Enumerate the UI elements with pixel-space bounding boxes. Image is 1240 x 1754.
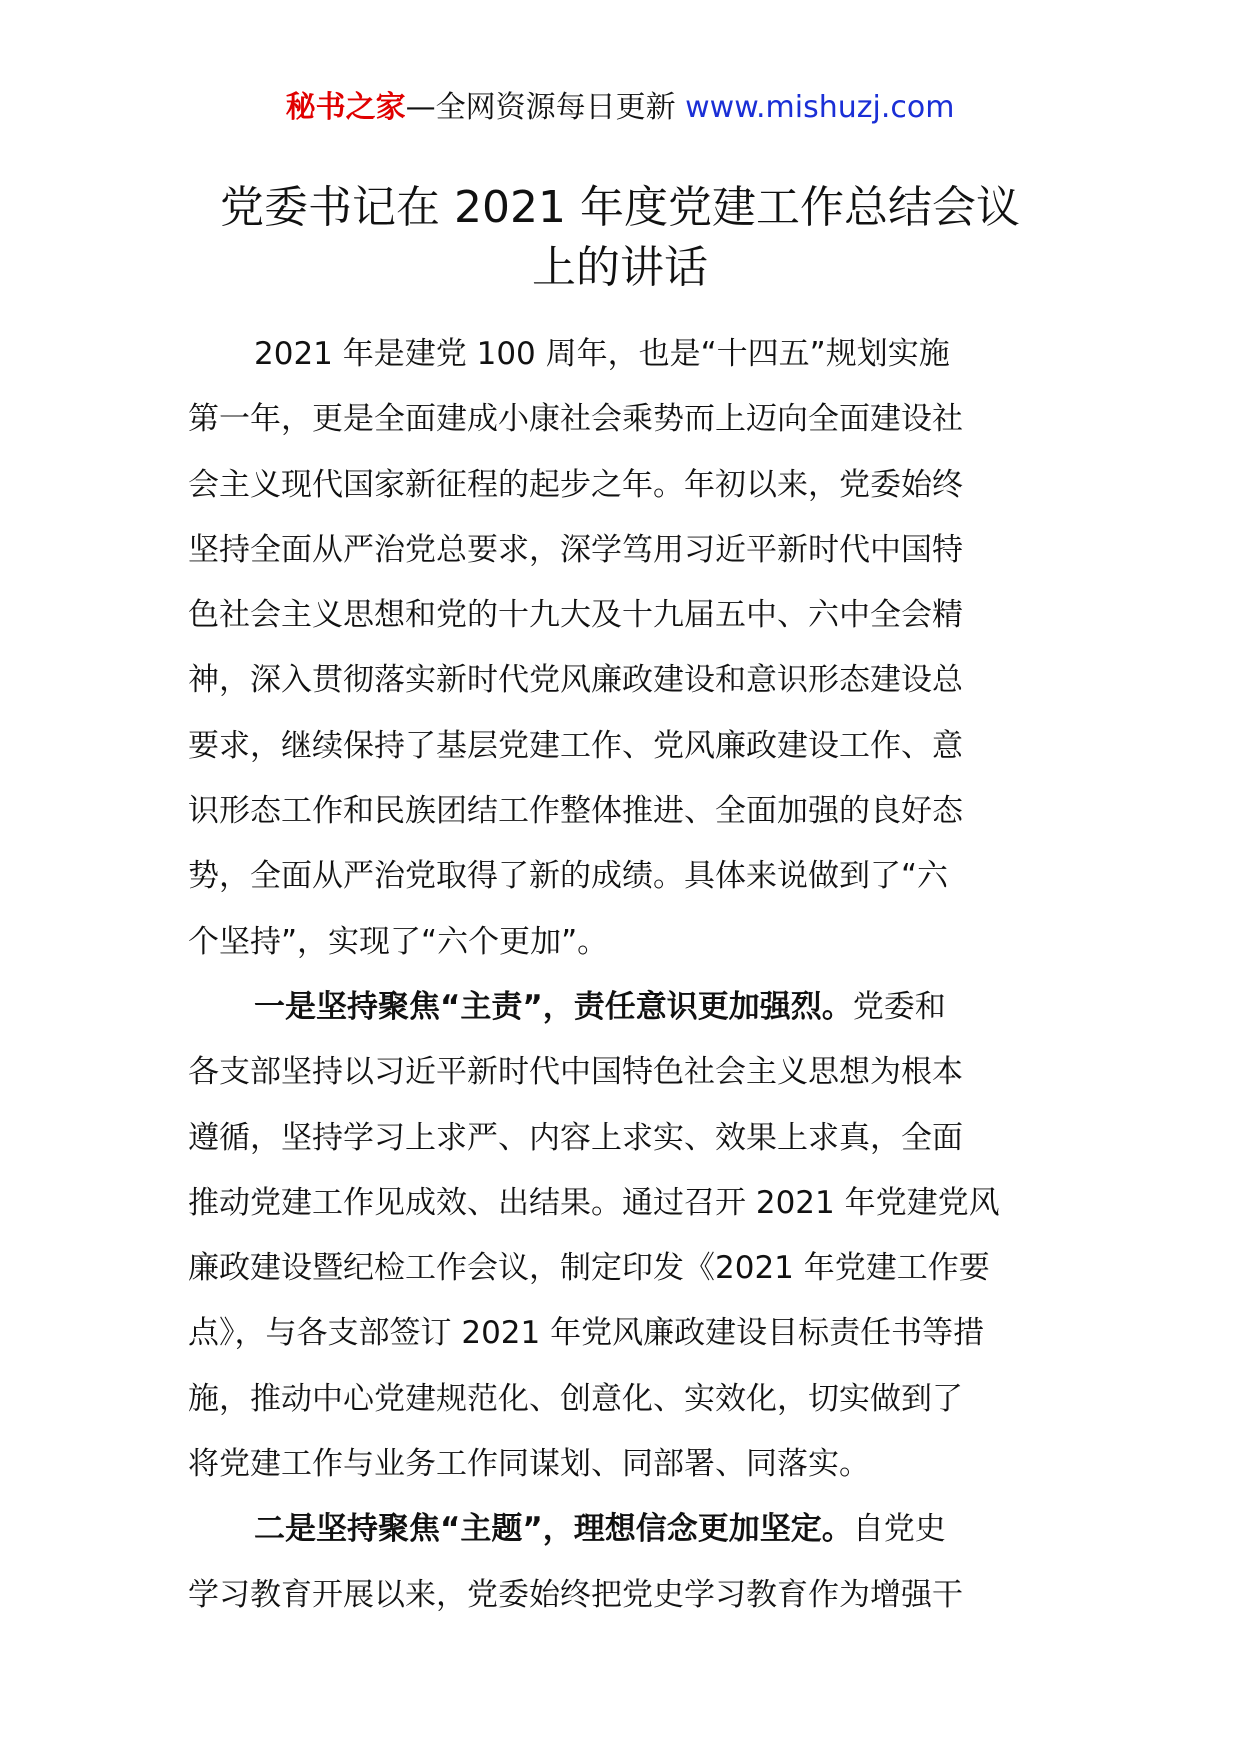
p1-line: 将党建工作与业务工作同谋划、同部署、同落实。	[188, 1446, 870, 1483]
intro-line: 会主义现代国家新征程的起步之年。年初以来，党委始终	[188, 466, 963, 503]
title-line-1: 党委书记在 2021 年度党建工作总结会议	[220, 182, 1020, 233]
p1-line: 点》，与各支部签订 2021 年党风廉政建设目标责任书等措	[188, 1315, 985, 1352]
intro-line: 第一年，更是全面建成小康社会乘势而上迈向全面建设社	[188, 401, 963, 438]
intro-line: 个坚持”，实现了“六个更加”。	[188, 923, 609, 960]
p1-line: 施，推动中心党建规范化、创意化、实效化，切实做到了	[188, 1380, 963, 1417]
p1-line: 推动党建工作见成效、出结果。通过召开 2021 年党建党风	[188, 1184, 1000, 1221]
p2-heading: 二是坚持聚焦“主题”，理想信念更加坚定。	[254, 1511, 853, 1548]
intro-line: 识形态工作和民族团结工作整体推进、全面加强的良好态	[188, 793, 963, 830]
p1-line: 遵循，坚持学习上求严、内容上求实、效果上求真，全面	[188, 1119, 963, 1156]
intro-line: 坚持全面从严治党总要求，深学笃用习近平新时代中国特	[188, 531, 963, 568]
brand-name: 秘书之家	[285, 90, 406, 125]
p1-first-rest: 党委和	[852, 988, 946, 1025]
p2-first-rest: 自党史	[852, 1511, 946, 1548]
document-body	[188, 322, 1068, 1628]
intro-line: 色社会主义思想和党的十九大及十九届五中、六中全会精	[188, 597, 963, 634]
p1-line: 各支部坚持以习近平新时代中国特色社会主义思想为根本	[188, 1054, 963, 1091]
intro-line: 要求，继续保持了基层党建工作、党风廉政建设工作、意	[188, 727, 963, 764]
title-line-2: 上的讲话	[532, 242, 708, 293]
p1-line: 廉政建设暨纪检工作会议，制定印发《2021 年党建工作要	[188, 1250, 990, 1287]
intro-line: 2021 年是建党 100 周年，也是“十四五”规划实施	[254, 336, 950, 372]
p1-heading: 一是坚持聚焦“主责”，责任意识更加强烈。	[254, 988, 853, 1025]
p2-line: 学习教育开展以来，党委始终把党史学习教育作为增强干	[188, 1576, 963, 1613]
intro-line: 势，全面从严治党取得了新的成绩。具体来说做到了“六	[188, 858, 949, 895]
site-header	[0, 88, 1240, 128]
site-url-link[interactable]: www.mishuzj.com	[685, 90, 955, 125]
document-title	[150, 178, 1090, 298]
intro-line: 神，深入贯彻落实新时代党风廉政建设和意识形态建设总	[188, 662, 963, 699]
header-tagline: —全网资源每日更新	[405, 90, 686, 125]
p2-first-line	[188, 1497, 1068, 1562]
p1-first-line	[188, 975, 1068, 1040]
